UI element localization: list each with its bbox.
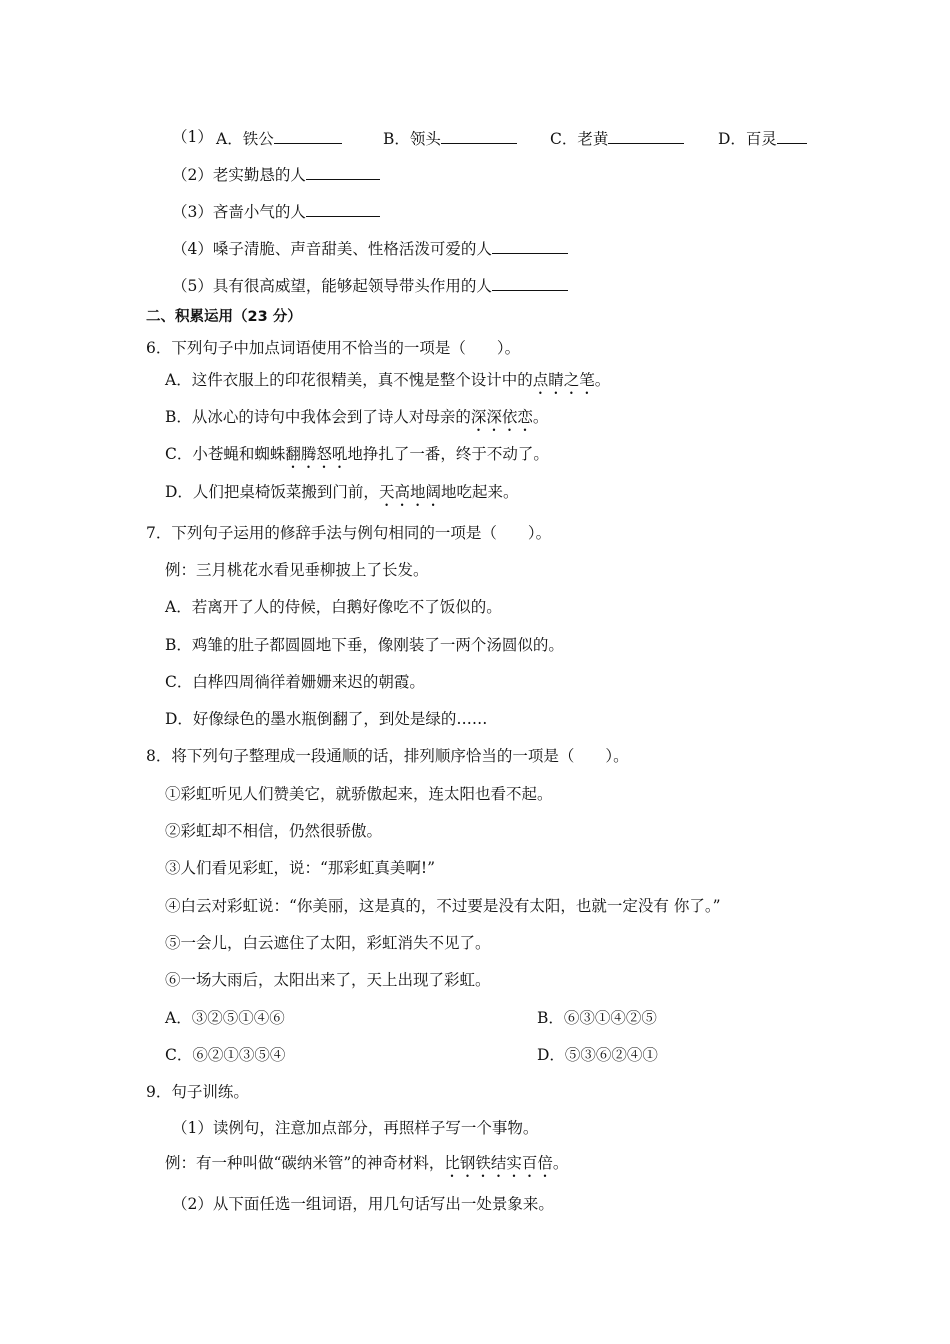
q7-stem: 7．下列句子运用的修辞手法与例句相同的一项是（ ）。 [146,524,552,542]
q8-sentence-1: ①彩虹听见人们赞美它，就骄傲起来，连太阳也看不起。 [165,785,553,803]
q8-sentence-4: ④白云对彩虹说：“你美丽，这是真的，不过要是没有太阳，也就一定没有 你了。” [165,897,721,915]
dotted-word: 点睛之笔 [532,371,595,389]
q8-sentence-2: ②彩虹却不相信，仍然很骄傲。 [165,822,383,840]
dotted-word: 天高地阔 [378,483,441,501]
q8-sentence-3: ③人们看见彩虹，说：“那彩虹真美啊!” [165,859,436,877]
q5-sub1 [172,127,812,147]
q7-option-a: A．若离开了人的侍候，白鹅好像吃不了饭似的。 [165,598,502,616]
q8-option-c: C．⑥②①③⑤④ [165,1046,286,1064]
answer-blank[interactable] [306,200,380,217]
q6-option-d: D．人们把桌椅饭菜搬到门前，天高地阔地吃起来。 [165,483,519,501]
q7-example: 例：三月桃花水看见垂柳披上了长发。 [165,561,429,579]
q6-option-b: B．从冰心的诗句中我体会到了诗人对母亲的深深依恋。 [165,408,549,426]
q8-sentence-6: ⑥一场大雨后，太阳出来了，天上出现了彩虹。 [165,971,491,989]
q6-option-a: A．这件衣服上的印花很精美，真不愧是整个设计中的点睛之笔。 [165,371,611,389]
q9-sub2: （2）从下面任选一组词语，用几句话写出一处景象来。 [172,1195,554,1213]
dotted-word: 翻腾怒吼 [285,445,348,463]
q5-sub3: （3）吝啬小气的人 [172,200,380,222]
q9-example: 例：有一种叫做“碳纳米管”的神奇材料，比钢铁结实百倍。 [165,1154,569,1172]
dotted-word: 深深依恋 [470,408,533,426]
q9-stem: 9．句子训练。 [146,1083,249,1101]
answer-blank[interactable] [492,274,568,291]
q8-sentence-5: ⑤一会儿，白云遮住了太阳，彩虹消失不见了。 [165,934,491,952]
q5-option-a: A．铁公 [216,127,342,149]
dotted-word: 比钢铁结实百倍 [444,1154,553,1172]
q7-option-d: D．好像绿色的墨水瓶倒翻了，到处是绿的…… [165,710,488,728]
q5-option-c: C．老黄 [550,127,684,149]
answer-blank[interactable] [492,237,568,254]
q8-option-d: D．⑤③⑥②④① [537,1046,658,1064]
q5-option-b: B．领头 [383,127,517,149]
answer-blank[interactable] [274,127,342,144]
q5-sub4: （4）嗓子清脆、声音甜美、性格活泼可爱的人 [172,237,568,259]
answer-blank[interactable] [306,163,380,180]
q5-sub2: （2）老实勤恳的人 [172,163,380,185]
q6-stem: 6．下列句子中加点词语使用不恰当的一项是（ ）。 [146,339,521,357]
answer-blank[interactable] [441,127,517,144]
q9-sub1: （1）读例句，注意加点部分，再照样子写一个事物。 [172,1119,539,1137]
q8-option-b: B．⑥③①④②⑤ [537,1009,657,1027]
answer-blank[interactable] [777,127,807,144]
q5-option-d: D．百灵 [718,127,807,149]
q8-option-a: A．③②⑤①④⑥ [165,1009,285,1027]
q5-sub5: （5）具有很高威望，能够起领导带头作用的人 [172,274,568,296]
q7-option-c: C．白桦四周徜徉着姗姗来迟的朝霞。 [165,673,425,691]
q6-option-c: C．小苍蝇和蜘蛛翻腾怒吼地挣扎了一番，终于不动了。 [165,445,549,463]
q7-option-b: B．鸡雏的肚子都圆圆地下垂，像刚装了一两个汤圆似的。 [165,636,564,654]
answer-blank[interactable] [608,127,684,144]
q5-sub1-num: （1） [172,128,213,146]
section-title: 二、积累运用（23 分） [146,309,302,325]
q8-stem: 8．将下列句子整理成一段通顺的话，排列顺序恰当的一项是（ ）。 [146,747,629,765]
